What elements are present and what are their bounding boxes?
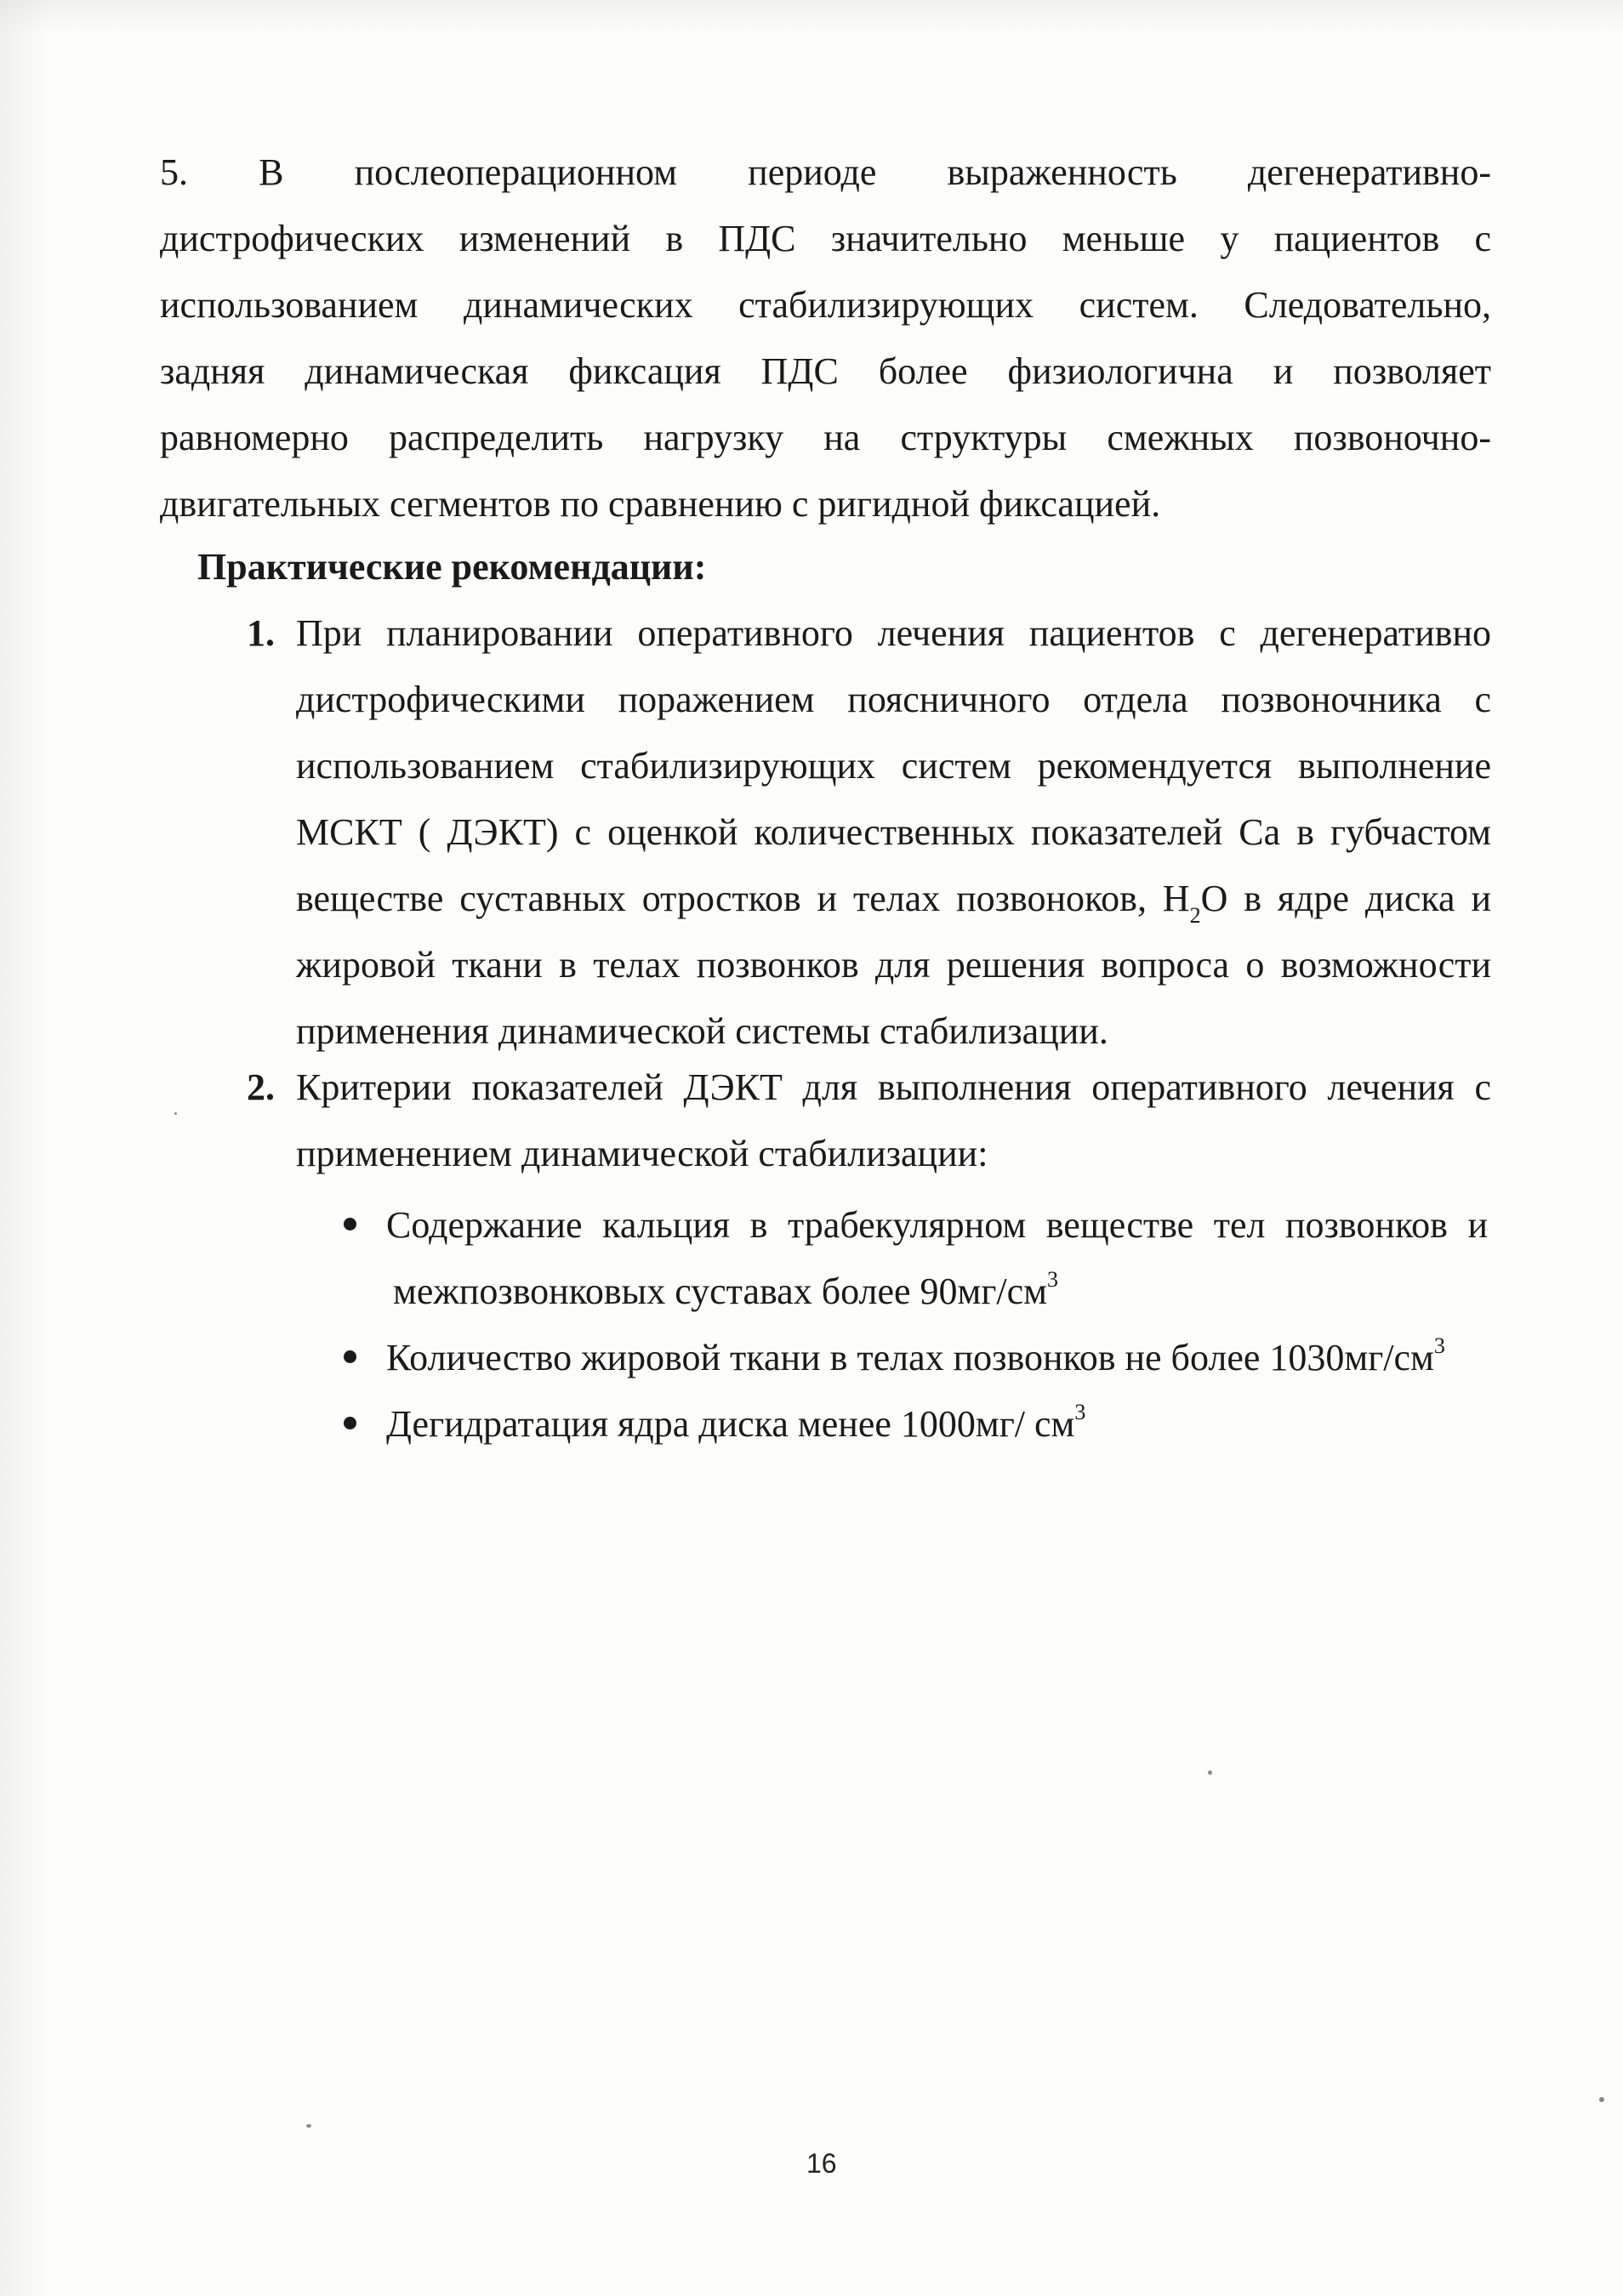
paragraph-line: двигательных сегментов по сравнению с ригидной фиксацией. — [160, 483, 1161, 525]
paragraph-line: использованием динамических стабилизирующих систем. Следовательно, — [160, 284, 1491, 326]
bullet-text: межпозвонковых суставах более 90мг/см — [393, 1270, 1048, 1312]
bullet-line — [386, 1391, 1085, 1458]
item-line: использованием стабилизирующих систем рекомендуется выполнение — [296, 745, 1491, 787]
scan-shadow-top — [0, 0, 1623, 34]
section-heading: Практические рекомендации: — [197, 546, 707, 588]
bullet-line — [386, 1325, 1445, 1391]
item-body — [296, 1054, 1491, 1187]
bullet-dot-icon — [344, 1417, 356, 1429]
bullet-dot-icon — [344, 1350, 356, 1363]
scan-speck — [306, 2124, 311, 2128]
subscript: 2 — [1189, 902, 1201, 928]
item-number: 2. — [247, 1066, 275, 1108]
item-line: МСКТ ( ДЭКТ) с оценкой количественных показателей Са в губчастом — [296, 811, 1491, 853]
item-line-part: веществе суставных отростков и телах позвоноков, H — [296, 878, 1190, 919]
bullet-dot-icon — [344, 1218, 356, 1230]
superscript: 3 — [1074, 1400, 1086, 1425]
recommendation-item-1 — [247, 600, 1493, 1077]
bullet-body — [386, 1325, 1445, 1391]
item-line: дистрофическими поражением поясничного отдела позвоночника с — [296, 679, 1491, 720]
scan-speck — [1599, 2097, 1604, 2102]
scan-shadow-left — [0, 0, 51, 2296]
superscript: 3 — [1047, 1267, 1059, 1293]
bullet-text: Дегидратация ядра диска менее 1000мг/ см — [386, 1403, 1075, 1445]
bullet-body — [386, 1391, 1085, 1458]
item-number: 1. — [247, 612, 275, 654]
page-number: 16 — [806, 2148, 837, 2179]
paragraph-5 — [160, 139, 1491, 537]
superscript: 3 — [1433, 1333, 1445, 1359]
item-line: При планировании оперативного лечения пациентов с дегенеративно — [296, 612, 1491, 654]
item-line: применением динамической стабилизации: — [296, 1133, 988, 1174]
paragraph-line: 5. В послеоперационном периоде выраженность дегенеративно- — [160, 151, 1491, 193]
scan-speck — [1208, 1770, 1212, 1775]
item-line: применения динамической системы стабилизации. — [296, 1010, 1108, 1052]
item-line: жировой ткани в телах позвонков для решения вопроса о возможности — [296, 944, 1491, 986]
item-line: Критерии показателей ДЭКТ для выполнения оперативного лечения с — [296, 1066, 1491, 1108]
bullet-line — [386, 1259, 1488, 1325]
bullet-body — [386, 1192, 1488, 1325]
bullet-text: Количество жировой ткани в телах позвонков не более 1030мг/см — [386, 1337, 1434, 1378]
recommendation-item-2 — [247, 1054, 1493, 1191]
scan-speck — [174, 1112, 177, 1115]
paragraph-line: равномерно распределить нагрузку на структуры смежных позвоночно- — [160, 417, 1491, 458]
paragraph-line: задняя динамическая фиксация ПДС более физиологична и позволяет — [160, 350, 1491, 392]
item-body — [296, 600, 1491, 1065]
bullet-line: Содержание кальция в трабекулярном веществе тел позвонков и — [386, 1204, 1488, 1246]
item-line-h2o — [296, 866, 1491, 932]
paragraph-line: дистрофических изменений в ПДС значительно меньше у пациентов с — [160, 218, 1491, 259]
item-line-part: O в ядре диска и — [1200, 878, 1491, 919]
